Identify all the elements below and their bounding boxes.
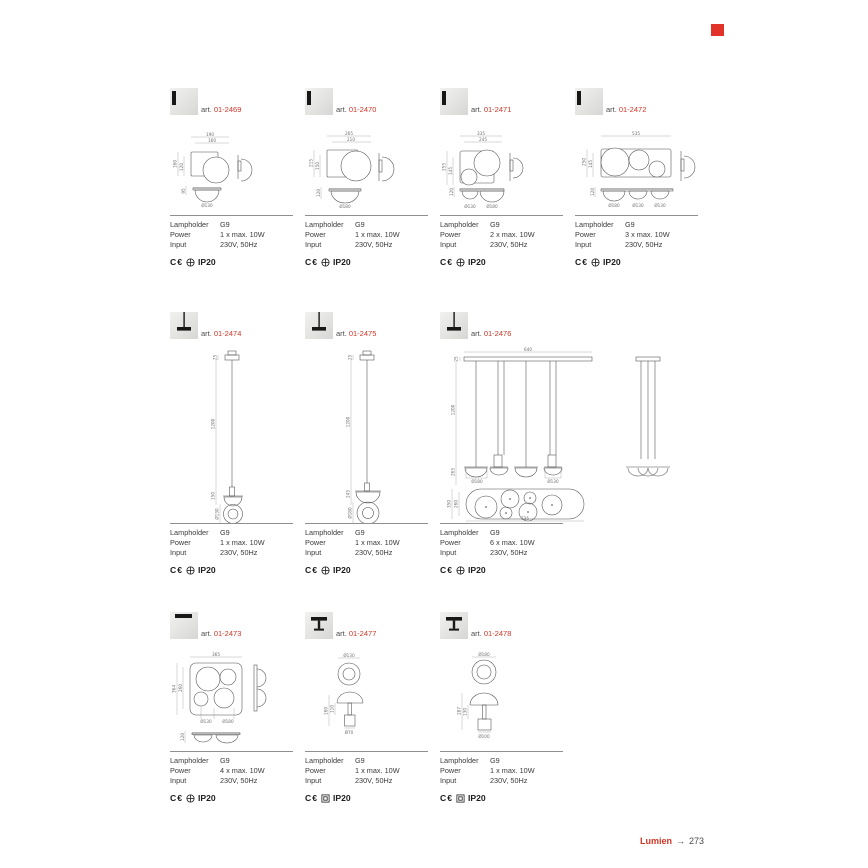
product-header: [440, 312, 570, 339]
ce-mark-icon: C€: [305, 565, 318, 575]
dimension-label: 640: [524, 347, 532, 353]
spec-value: 230V, 50Hz: [355, 776, 393, 785]
dimension-label: Ø180: [608, 203, 620, 208]
ip-rating: IP20: [468, 793, 486, 803]
product-card-01-2478: [440, 612, 570, 803]
dimension-label: 25: [453, 356, 459, 362]
dimension-label: Ø100: [478, 734, 490, 739]
page-corner-marker: [711, 24, 724, 36]
dimension-label: 190: [206, 132, 214, 137]
divider: [170, 215, 293, 216]
art-number: 01-2475: [348, 329, 377, 338]
pendant-lamp-thumbnail: [170, 312, 198, 339]
spec-table: [440, 756, 570, 786]
art-line: [336, 329, 376, 338]
art-line: [336, 629, 376, 638]
spec-table: [170, 220, 300, 250]
product-card-01-2469: [170, 88, 300, 267]
certifications: [170, 565, 300, 575]
spec-value: G9: [355, 756, 365, 765]
dimension-label: Ø130: [654, 203, 666, 208]
spec-value: G9: [490, 528, 500, 537]
spec-value: 1 x max. 10W: [355, 230, 400, 239]
spec-label: Input: [305, 548, 322, 557]
certifications: [575, 257, 705, 267]
dimension-label: 150: [210, 492, 216, 500]
ip-rating: IP20: [198, 257, 216, 267]
circle-cross-symbol-icon: [186, 794, 195, 803]
spec-value: 3 x max. 10W: [625, 230, 670, 239]
spec-value: G9: [490, 220, 500, 229]
spec-value: 230V, 50Hz: [490, 548, 528, 557]
dimension-label: Ø130: [214, 508, 220, 520]
spec-label: Power: [170, 230, 191, 239]
spec-value: G9: [220, 756, 230, 765]
product-header: [305, 312, 435, 339]
dimension-label: Ø70: [344, 730, 354, 735]
spec-value: 230V, 50Hz: [490, 240, 528, 249]
ip-rating: IP20: [468, 565, 486, 575]
circle-cross-symbol-icon: [321, 566, 330, 575]
dimension-label: 365: [212, 652, 220, 657]
ip-rating: IP20: [333, 565, 351, 575]
product-card-01-2473: [170, 612, 300, 803]
dimension-label: 1200: [210, 418, 216, 430]
technical-drawing: [440, 651, 565, 751]
spec-value: 230V, 50Hz: [355, 548, 393, 557]
dimension-label: 287: [456, 707, 462, 715]
technical-drawing: [170, 651, 295, 751]
ce-mark-icon: C€: [170, 257, 183, 267]
spec-value: 230V, 50Hz: [220, 548, 258, 557]
spec-label: Power: [305, 766, 326, 775]
spec-value: G9: [355, 528, 365, 537]
art-number: 01-2478: [483, 629, 512, 638]
wall-lamp-thumbnail: [440, 88, 468, 115]
divider: [170, 751, 293, 752]
dimension-label: Ø130: [632, 203, 644, 208]
spec-label: Lampholder: [305, 528, 344, 537]
dimension-label: 265: [345, 131, 353, 137]
pendant-lamp-thumbnail: [305, 312, 333, 339]
product-header: [170, 312, 300, 339]
spec-value: 1 x max. 10W: [220, 230, 265, 239]
divider: [575, 215, 698, 216]
spec-table: [440, 528, 570, 558]
spec-label: Power: [170, 538, 191, 547]
product-card-01-2470: [305, 88, 435, 267]
spec-value: 1 x max. 10W: [355, 538, 400, 547]
spec-table: [305, 756, 435, 786]
dimension-label: 250: [581, 158, 587, 166]
art-prefix: art.: [336, 329, 347, 338]
art-prefix: art.: [606, 105, 617, 114]
certifications: [305, 565, 435, 575]
spec-value: 230V, 50Hz: [490, 776, 528, 785]
certifications: [170, 793, 300, 803]
dimension-label: 145: [448, 167, 453, 175]
art-prefix: art.: [336, 629, 347, 638]
dimension-label: 25: [347, 354, 353, 361]
ip-rating: IP20: [333, 257, 351, 267]
spec-label: Input: [170, 776, 187, 785]
dimension-label: 120: [180, 733, 185, 741]
spec-label: Power: [440, 538, 461, 547]
spec-value: G9: [220, 220, 230, 229]
spec-value: 230V, 50Hz: [220, 776, 258, 785]
spec-label: Lampholder: [305, 220, 344, 229]
spec-label: Input: [305, 240, 322, 249]
product-header: [440, 88, 570, 115]
certifications: [440, 793, 570, 803]
divider: [170, 523, 293, 524]
ip-rating: IP20: [603, 257, 621, 267]
spec-value: 1 x max. 10W: [490, 766, 535, 775]
dimension-label: 25: [212, 354, 218, 361]
page-footer: [640, 836, 704, 846]
dimension-label: 255: [441, 163, 447, 171]
dimension-label: 245: [345, 490, 351, 498]
spec-label: Lampholder: [170, 756, 209, 765]
spec-value: 230V, 50Hz: [220, 240, 258, 249]
divider: [305, 215, 428, 216]
spec-value: 230V, 50Hz: [355, 240, 393, 249]
technical-drawing: [305, 131, 430, 215]
ce-mark-icon: C€: [170, 565, 183, 575]
certifications: [305, 257, 435, 267]
technical-drawing: [170, 131, 295, 215]
spec-value: G9: [490, 756, 500, 765]
art-line: [471, 329, 511, 338]
dimension-label: Ø130: [201, 203, 213, 208]
dimension-label: 260: [453, 500, 459, 508]
product-card-01-2471: [440, 88, 570, 267]
dimension-label: Ø180: [486, 204, 498, 209]
art-line: [201, 629, 241, 638]
spec-value: G9: [355, 220, 365, 229]
dimension-label: 110: [329, 705, 335, 713]
wall-lamp-thumbnail: [575, 88, 603, 115]
spec-label: Lampholder: [440, 220, 479, 229]
product-card-01-2477: [305, 612, 435, 803]
product-header: [305, 612, 435, 639]
art-number: 01-2474: [213, 329, 242, 338]
spec-value: G9: [625, 220, 635, 229]
certifications: [440, 257, 570, 267]
dimension-label: Ø180: [339, 204, 351, 209]
ce-mark-icon: C€: [440, 257, 453, 267]
dimension-label: 130: [462, 708, 468, 716]
spec-label: Input: [575, 240, 592, 249]
ip-rating: IP20: [198, 793, 216, 803]
product-card-01-2474: [170, 312, 300, 575]
dimension-label: 120: [316, 189, 321, 197]
spec-label: Lampholder: [170, 528, 209, 537]
spec-value: 6 x max. 10W: [490, 538, 535, 547]
technical-drawing: [440, 131, 565, 215]
dimension-label: Ø130: [547, 479, 559, 484]
dimension-label: 335: [477, 131, 485, 137]
spec-label: Lampholder: [305, 756, 344, 765]
spec-label: Lampholder: [440, 756, 479, 765]
art-prefix: art.: [201, 329, 212, 338]
technical-drawing: [305, 347, 430, 523]
art-prefix: art.: [471, 629, 482, 638]
divider: [440, 751, 563, 752]
ce-mark-icon: C€: [440, 793, 453, 803]
dimension-label: Ø180: [478, 652, 490, 657]
product-card-01-2475: [305, 312, 435, 575]
product-header: [170, 612, 300, 639]
product-card-01-2472: [575, 88, 705, 267]
divider: [440, 215, 563, 216]
art-line: [201, 329, 241, 338]
technical-drawing: [170, 347, 295, 523]
pendant-lamp-thumbnail: [440, 312, 468, 339]
technical-drawing: [305, 651, 430, 751]
dimension-label: 160: [208, 138, 216, 143]
art-number: 01-2476: [483, 329, 512, 338]
dimension-label: 95: [181, 188, 186, 194]
divider: [305, 523, 428, 524]
spec-table: [305, 220, 435, 250]
dimension-label: 1200: [450, 404, 456, 416]
dimension-label: 120: [590, 188, 595, 196]
table-lamp-thumbnail: [305, 612, 333, 639]
technical-drawing: [440, 347, 705, 523]
spec-value: G9: [220, 528, 230, 537]
dimension-label: Ø180: [222, 719, 234, 724]
spec-table: [440, 220, 570, 250]
dimension-label: 265: [450, 468, 456, 476]
spec-label: Power: [575, 230, 596, 239]
circle-cross-symbol-icon: [456, 566, 465, 575]
double-square-symbol-icon: [456, 794, 465, 803]
spec-label: Power: [440, 766, 461, 775]
art-prefix: art.: [471, 329, 482, 338]
wall-lamp-thumbnail: [170, 88, 198, 115]
art-line: [606, 105, 646, 114]
dimension-label: 145: [588, 160, 593, 168]
spec-label: Input: [440, 240, 457, 249]
spec-label: Input: [170, 548, 187, 557]
spec-label: Power: [440, 230, 461, 239]
dimension-label: Ø130: [343, 653, 355, 658]
table-lamp-thumbnail: [440, 612, 468, 639]
dimension-label: 215: [308, 159, 314, 167]
ce-mark-icon: C€: [305, 793, 318, 803]
spec-label: Input: [440, 548, 457, 557]
art-line: [471, 629, 511, 638]
ceiling-lamp-thumbnail: [170, 612, 198, 639]
art-line: [336, 105, 376, 114]
art-line: [471, 105, 511, 114]
product-header: [575, 88, 705, 115]
divider: [440, 523, 563, 524]
dimension-label: 260: [178, 684, 183, 692]
spec-label: Input: [170, 240, 187, 249]
spec-table: [305, 528, 435, 558]
circle-cross-symbol-icon: [186, 258, 195, 267]
art-number: 01-2477: [348, 629, 377, 638]
footer-arrow: →: [676, 836, 686, 846]
art-number: 01-2471: [483, 105, 512, 114]
dimension-label: Ø180: [471, 479, 483, 484]
ip-rating: IP20: [333, 793, 351, 803]
spec-label: Input: [305, 776, 322, 785]
spec-label: Power: [305, 538, 326, 547]
dimension-label: 120: [449, 188, 454, 196]
dimension-label: 160: [172, 160, 178, 168]
dimension-label: 364: [171, 685, 177, 693]
spec-table: [170, 528, 300, 558]
spec-value: 2 x max. 10W: [490, 230, 535, 239]
art-prefix: art.: [471, 105, 482, 114]
art-line: [201, 105, 241, 114]
spec-value: 230V, 50Hz: [625, 240, 663, 249]
product-card-01-2476: [440, 312, 570, 575]
collection-name: Lumien: [640, 836, 673, 846]
ip-rating: IP20: [198, 565, 216, 575]
dimension-label: 210: [347, 137, 355, 142]
spec-label: Power: [305, 230, 326, 239]
spec-value: 4 x max. 10W: [220, 766, 265, 775]
dimension-label: 150: [315, 162, 320, 170]
product-header: [305, 88, 435, 115]
dimension-label: 160: [323, 707, 329, 715]
circle-cross-symbol-icon: [591, 258, 600, 267]
spec-label: Lampholder: [170, 220, 209, 229]
spec-label: Input: [440, 776, 457, 785]
ce-mark-icon: C€: [305, 257, 318, 267]
art-number: 01-2472: [618, 105, 647, 114]
certifications: [440, 565, 570, 575]
ce-mark-icon: C€: [575, 257, 588, 267]
dimension-label: 735: [521, 516, 529, 521]
spec-table: [170, 756, 300, 786]
spec-table: [575, 220, 705, 250]
art-number: 01-2470: [348, 105, 377, 114]
spec-value: 1 x max. 10W: [220, 538, 265, 547]
dimension-label: 535: [632, 131, 640, 137]
spec-label: Power: [170, 766, 191, 775]
certifications: [170, 257, 300, 267]
product-header: [440, 612, 570, 639]
dimension-label: Ø130: [464, 204, 476, 209]
double-square-symbol-icon: [321, 794, 330, 803]
wall-lamp-thumbnail: [305, 88, 333, 115]
dimension-label: Ø130: [200, 719, 212, 724]
spec-label: Lampholder: [440, 528, 479, 537]
dimension-label: 350: [446, 500, 452, 508]
art-prefix: art.: [336, 105, 347, 114]
technical-drawing: [575, 131, 710, 215]
circle-cross-symbol-icon: [186, 566, 195, 575]
divider: [305, 751, 428, 752]
page-number: 273: [689, 836, 705, 846]
dimension-label: 245: [479, 137, 487, 142]
art-number: 01-2473: [213, 629, 242, 638]
spec-label: Lampholder: [575, 220, 614, 229]
ip-rating: IP20: [468, 257, 486, 267]
certifications: [305, 793, 435, 803]
circle-cross-symbol-icon: [321, 258, 330, 267]
ce-mark-icon: C€: [170, 793, 183, 803]
product-header: [170, 88, 300, 115]
art-prefix: art.: [201, 629, 212, 638]
spec-value: 1 x max. 10W: [355, 766, 400, 775]
dimension-label: 1200: [345, 416, 351, 428]
circle-cross-symbol-icon: [456, 258, 465, 267]
ce-mark-icon: C€: [440, 565, 453, 575]
art-number: 01-2469: [213, 105, 242, 114]
art-prefix: art.: [201, 105, 212, 114]
dimension-label: Ø180: [347, 507, 353, 519]
dimension-label: 120: [179, 163, 184, 171]
